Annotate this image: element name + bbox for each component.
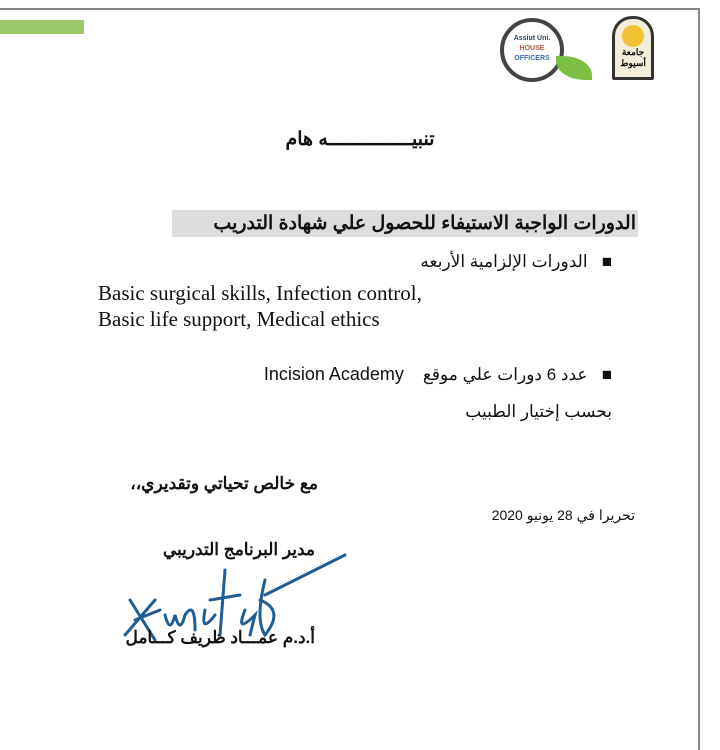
date: تحريرا في 28 يونيو 2020: [491, 507, 635, 523]
section-heading: الدورات الواجبة الاستيفاء للحصول علي شهادة التدريب: [172, 210, 638, 237]
bullet-text: عدد 6 دورات علي موقع: [422, 365, 588, 384]
signatory-name: أ.د.م عمـــاد ظريف كـــامل: [125, 628, 315, 647]
course-list-line1: Basic surgical skills, Infection control,: [98, 281, 422, 305]
site-name: Incision Academy: [263, 364, 404, 384]
university-logo: [612, 16, 654, 80]
closing: مع خالص تحياتي وتقديري،،: [130, 474, 318, 493]
bullet-mandatory: ■ الدورات الإلزامية الأربعه: [420, 252, 612, 271]
logo-text: OFFICERS: [514, 55, 550, 62]
bullet-note: بحسب إختيار الطبيب: [465, 402, 612, 421]
signatory-title: مدير البرنامج التدريبي: [162, 540, 315, 559]
logo-text: Assiut Uni.: [513, 35, 551, 42]
house-officers-logo: [500, 18, 564, 82]
bullet-text: الدورات الإلزامية الأربعه: [420, 252, 588, 271]
logo-text: جامعة أسيوط: [620, 47, 646, 68]
bullet-incision: ■ عدد 6 دورات علي موقع Incision Academy: [263, 364, 612, 384]
logo-text: HOUSE: [519, 45, 545, 52]
course-list-line2: Basic life support, Medical ethics: [98, 307, 380, 331]
notice-title: تنبيـــــــــــــــه هام: [285, 129, 435, 150]
green-bar: [0, 20, 84, 34]
